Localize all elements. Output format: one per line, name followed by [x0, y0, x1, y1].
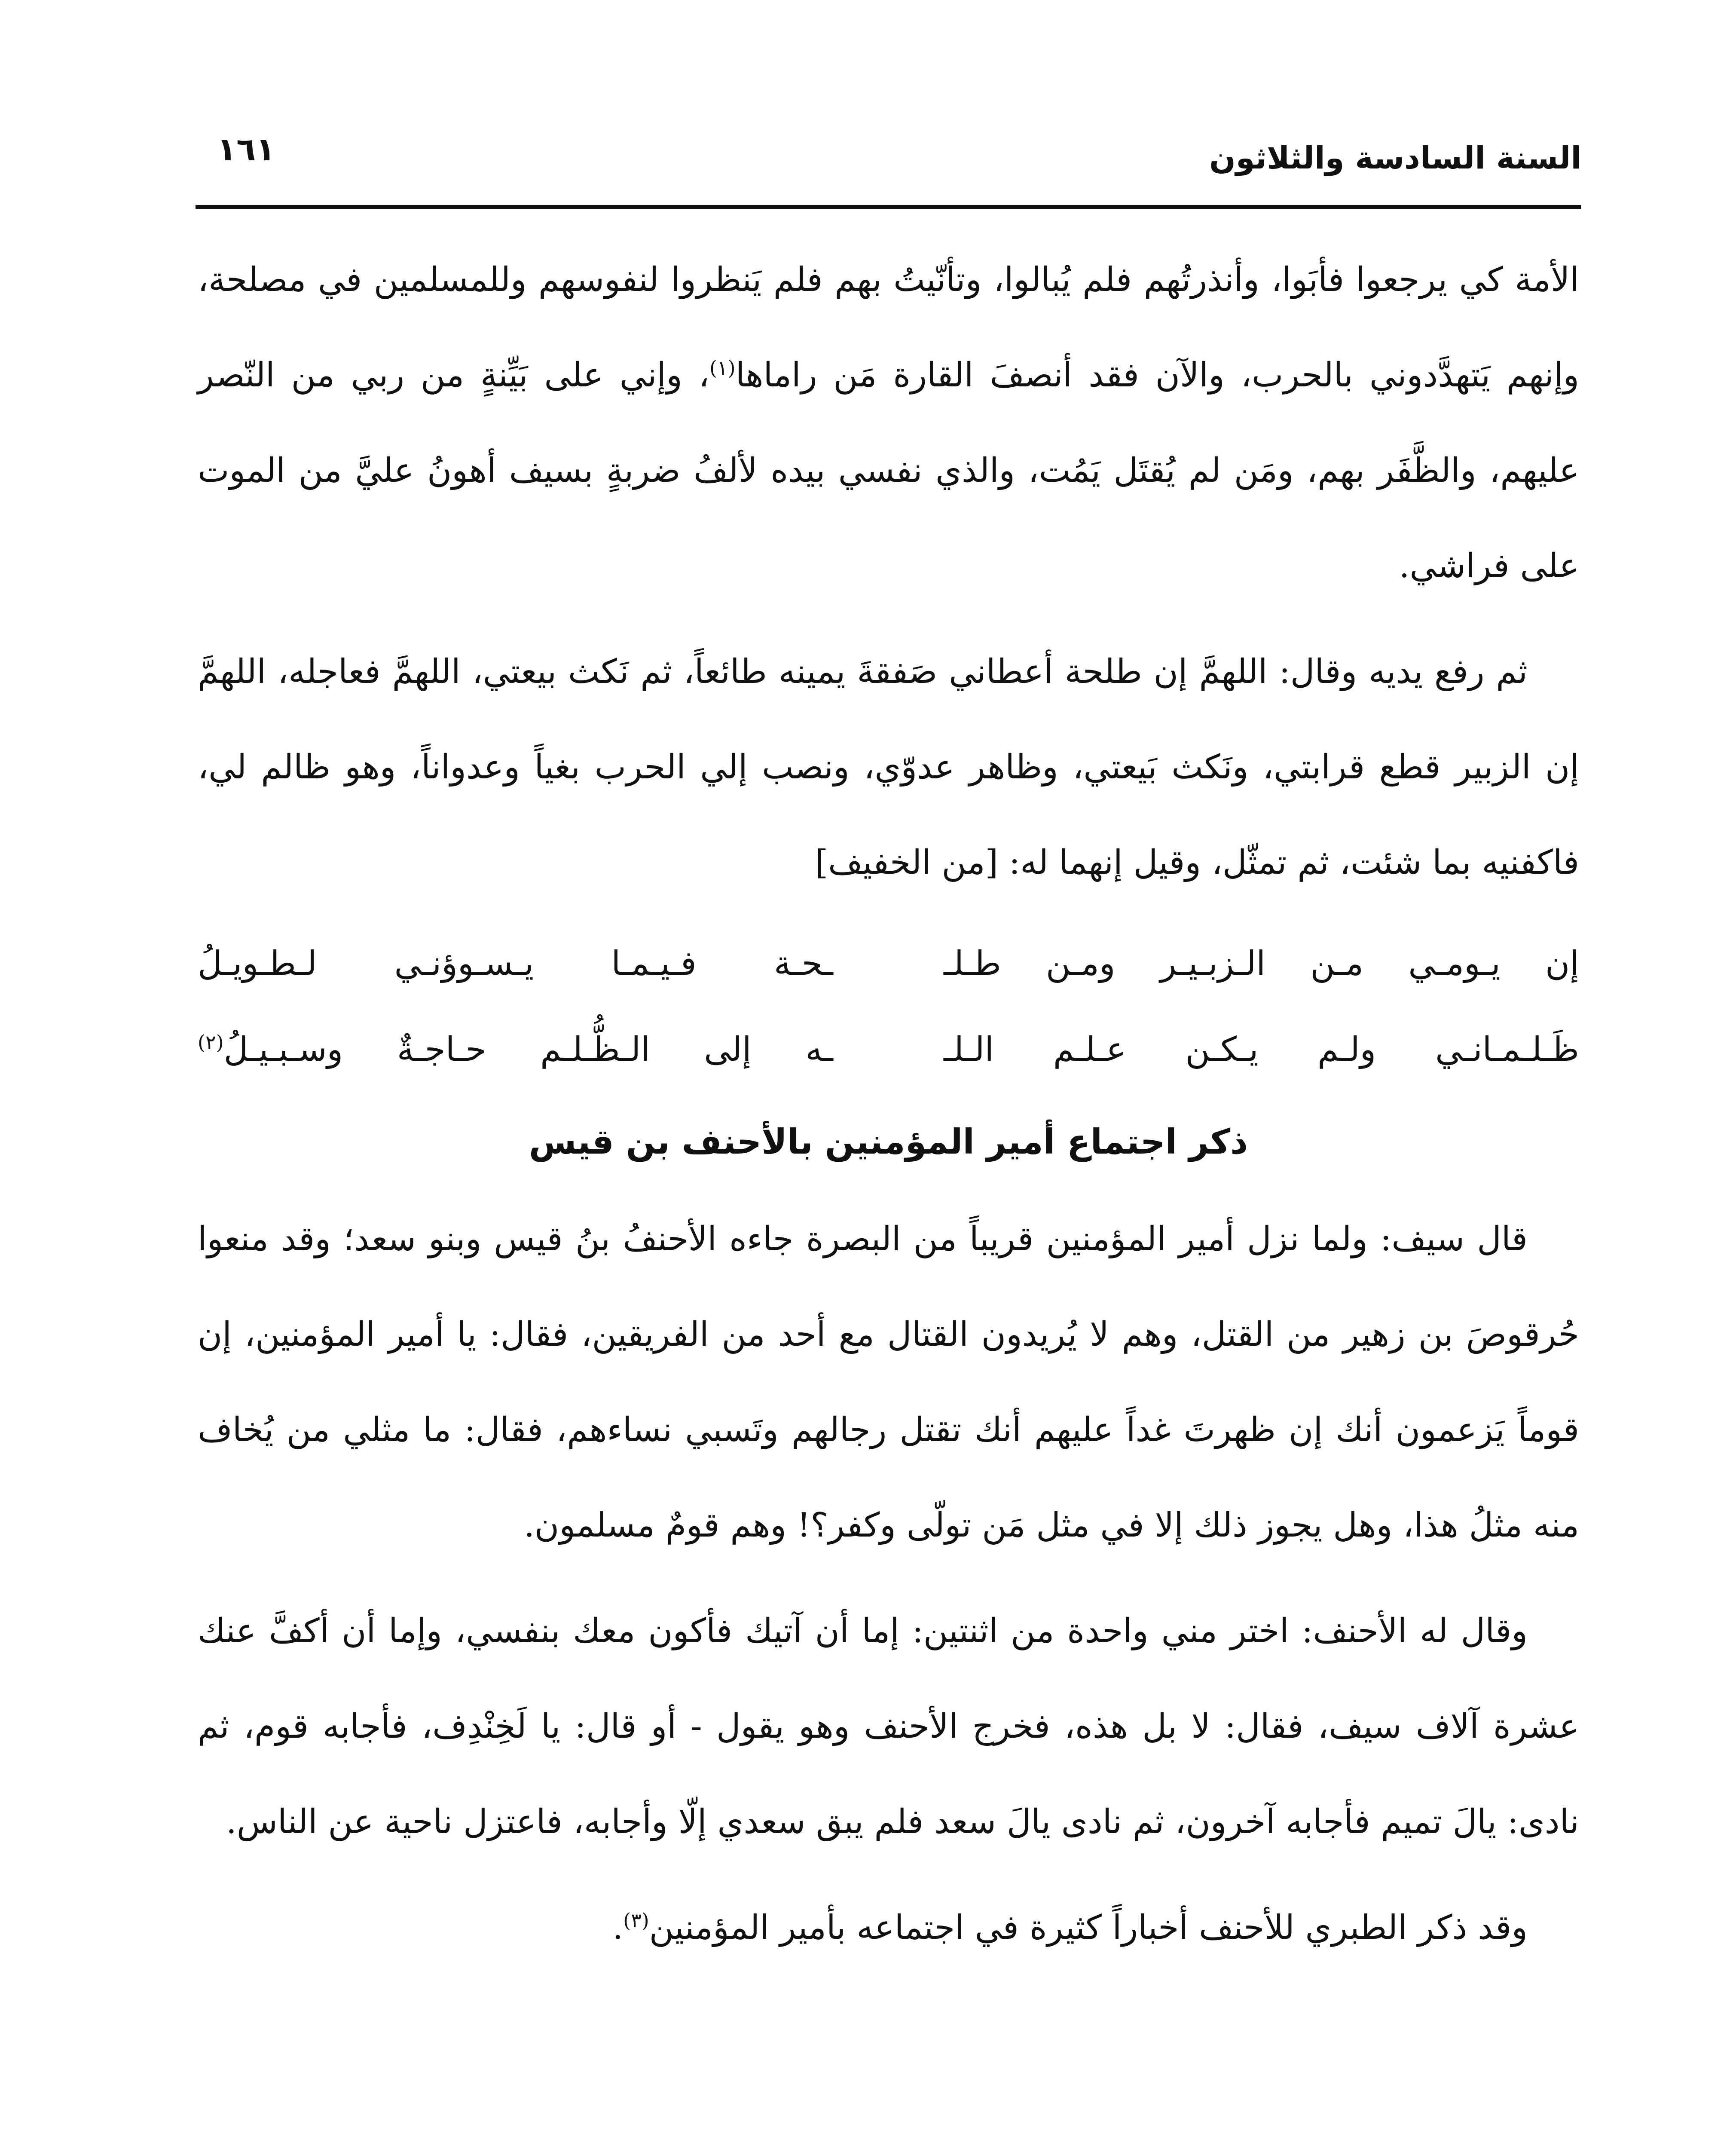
page-number: ١٦١	[217, 131, 275, 168]
hemistich-1-left: ـحـة فـيـمـا يـسـوؤنـي لـطـويـلُ	[198, 944, 833, 983]
paragraph-5: وقد ذكر الطبري للأحنف أخباراً كثيرة في اجتماعه بأمير المؤمنين$^{(٣)}$.	[612, 1908, 1528, 1947]
paragraph-1	[198, 232, 1579, 614]
paragraph-1-text: الأمة كي يرجعوا فأبَوا، وأنذرتُهم فلم يُبالوا، وتأنّيتُ بهم فلم يَنظروا لنفوسهم وللمسلمين في مصلحة، وإنهم يَتهدَّدوني بالحرب، والآن فقد أنصفَ القارة مَن راماها	[198, 260, 1579, 395]
footnote-mark-1: (١)	[709, 356, 736, 380]
paragraph-2: ثم رفع يديه وقال: اللهمَّ إن طلحة أعطاني صَفقةَ يمينه طائعاً، ثم نَكث بيعتي، اللهمَّ فعاجله، اللهمَّ إن الزبير قطع قرابتي، ونَكث بَيعتي، وظاهر عدوّي، ونصب إلي الحرب بغياً وعدواناً، وهو ظالم لي، فاكفنيه بما شئت، ثم تمثّل، وقيل إنهما له: [من الخفيف]	[198, 652, 1579, 882]
header-rule	[196, 205, 1581, 209]
hemistich-2-left: ـه إلى الـظُّـلـم حـاجـةٌ وسـبـيـلُ	[223, 1030, 833, 1069]
hemistich-2-right: ظَـلـمـانـي ولـم يـكـن عـلـم الـلـ	[944, 1030, 1579, 1069]
footnote-mark-3: (٣)	[623, 1909, 649, 1932]
poem-verse-1	[198, 921, 1579, 1007]
section-heading: ذكر اجتماع أمير المؤمنين بالأحنف بن قيس	[529, 1122, 1248, 1162]
hemistich-2-left-wrapper	[198, 1007, 833, 1093]
running-title: السنة السادسة والثلاثون	[1209, 140, 1581, 176]
paragraph-1-text-rest: ، وإني على بَيِّنةٍ من ربي من النّصر عليهم، والظَّفَر بهم، ومَن لم يُقتَل يَمُت، والذي نفسي بيده لألفُ ضربةٍ بسيف أهونُ عليَّ من الموت على فراشي.	[198, 356, 1579, 585]
main-text	[198, 232, 1579, 1986]
page-header	[196, 122, 1581, 208]
paragraph-3: قال سيف: ولما نزل أمير المؤمنين قريباً من البصرة جاءه الأحنفُ بنُ قيس وبنو سعد؛ وقد منعوا حُرقوصَ بن زهير من القتل، وهم لا يُريدون القتال مع أحد من الفريقين، فقال: يا أمير المؤمنين، إن قوماً يَزعمون أنك إن ظهرتَ غداً عليهم أنك تقتل رجالهم وتَسبي نساءهم، فقال: ما مثلي من يُخاف منه مثلُ هذا، وهل يجوز ذلك إلا في مثل مَن تولّى وكفر؟! وهم قومٌ مسلمون.	[198, 1220, 1579, 1545]
poem	[198, 921, 1579, 1093]
paragraph-4: وقال له الأحنف: اختر مني واحدة من اثنتين: إما أن آتيك فأكون معك بنفسي، وإما أن أكفَّ عنك عشرة آلاف سيف، فقال: لا بل هذه، فخرج الأحنف وهو يقول - أو قال: يا لَخِنْدِف، فأجابه قوم، ثم نادى: يالَ تميم فأجابه آخرون، ثم نادى يالَ سعد فلم يبق سعدي إلّا وأجابه، فاعتزل ناحية عن الناس.	[198, 1612, 1579, 1841]
hemistich-1-right: إن يـومـي مـن الـزبـيـر ومـن طـلـ	[944, 944, 1579, 983]
footnote-mark-2: (٢)	[198, 1031, 224, 1054]
poem-verse-2	[198, 1007, 1579, 1093]
paragraph-5-text: وقد ذكر الطبري للأحنف أخباراً كثيرة في اجتماعه بأمير المؤمنين	[649, 1908, 1528, 1947]
